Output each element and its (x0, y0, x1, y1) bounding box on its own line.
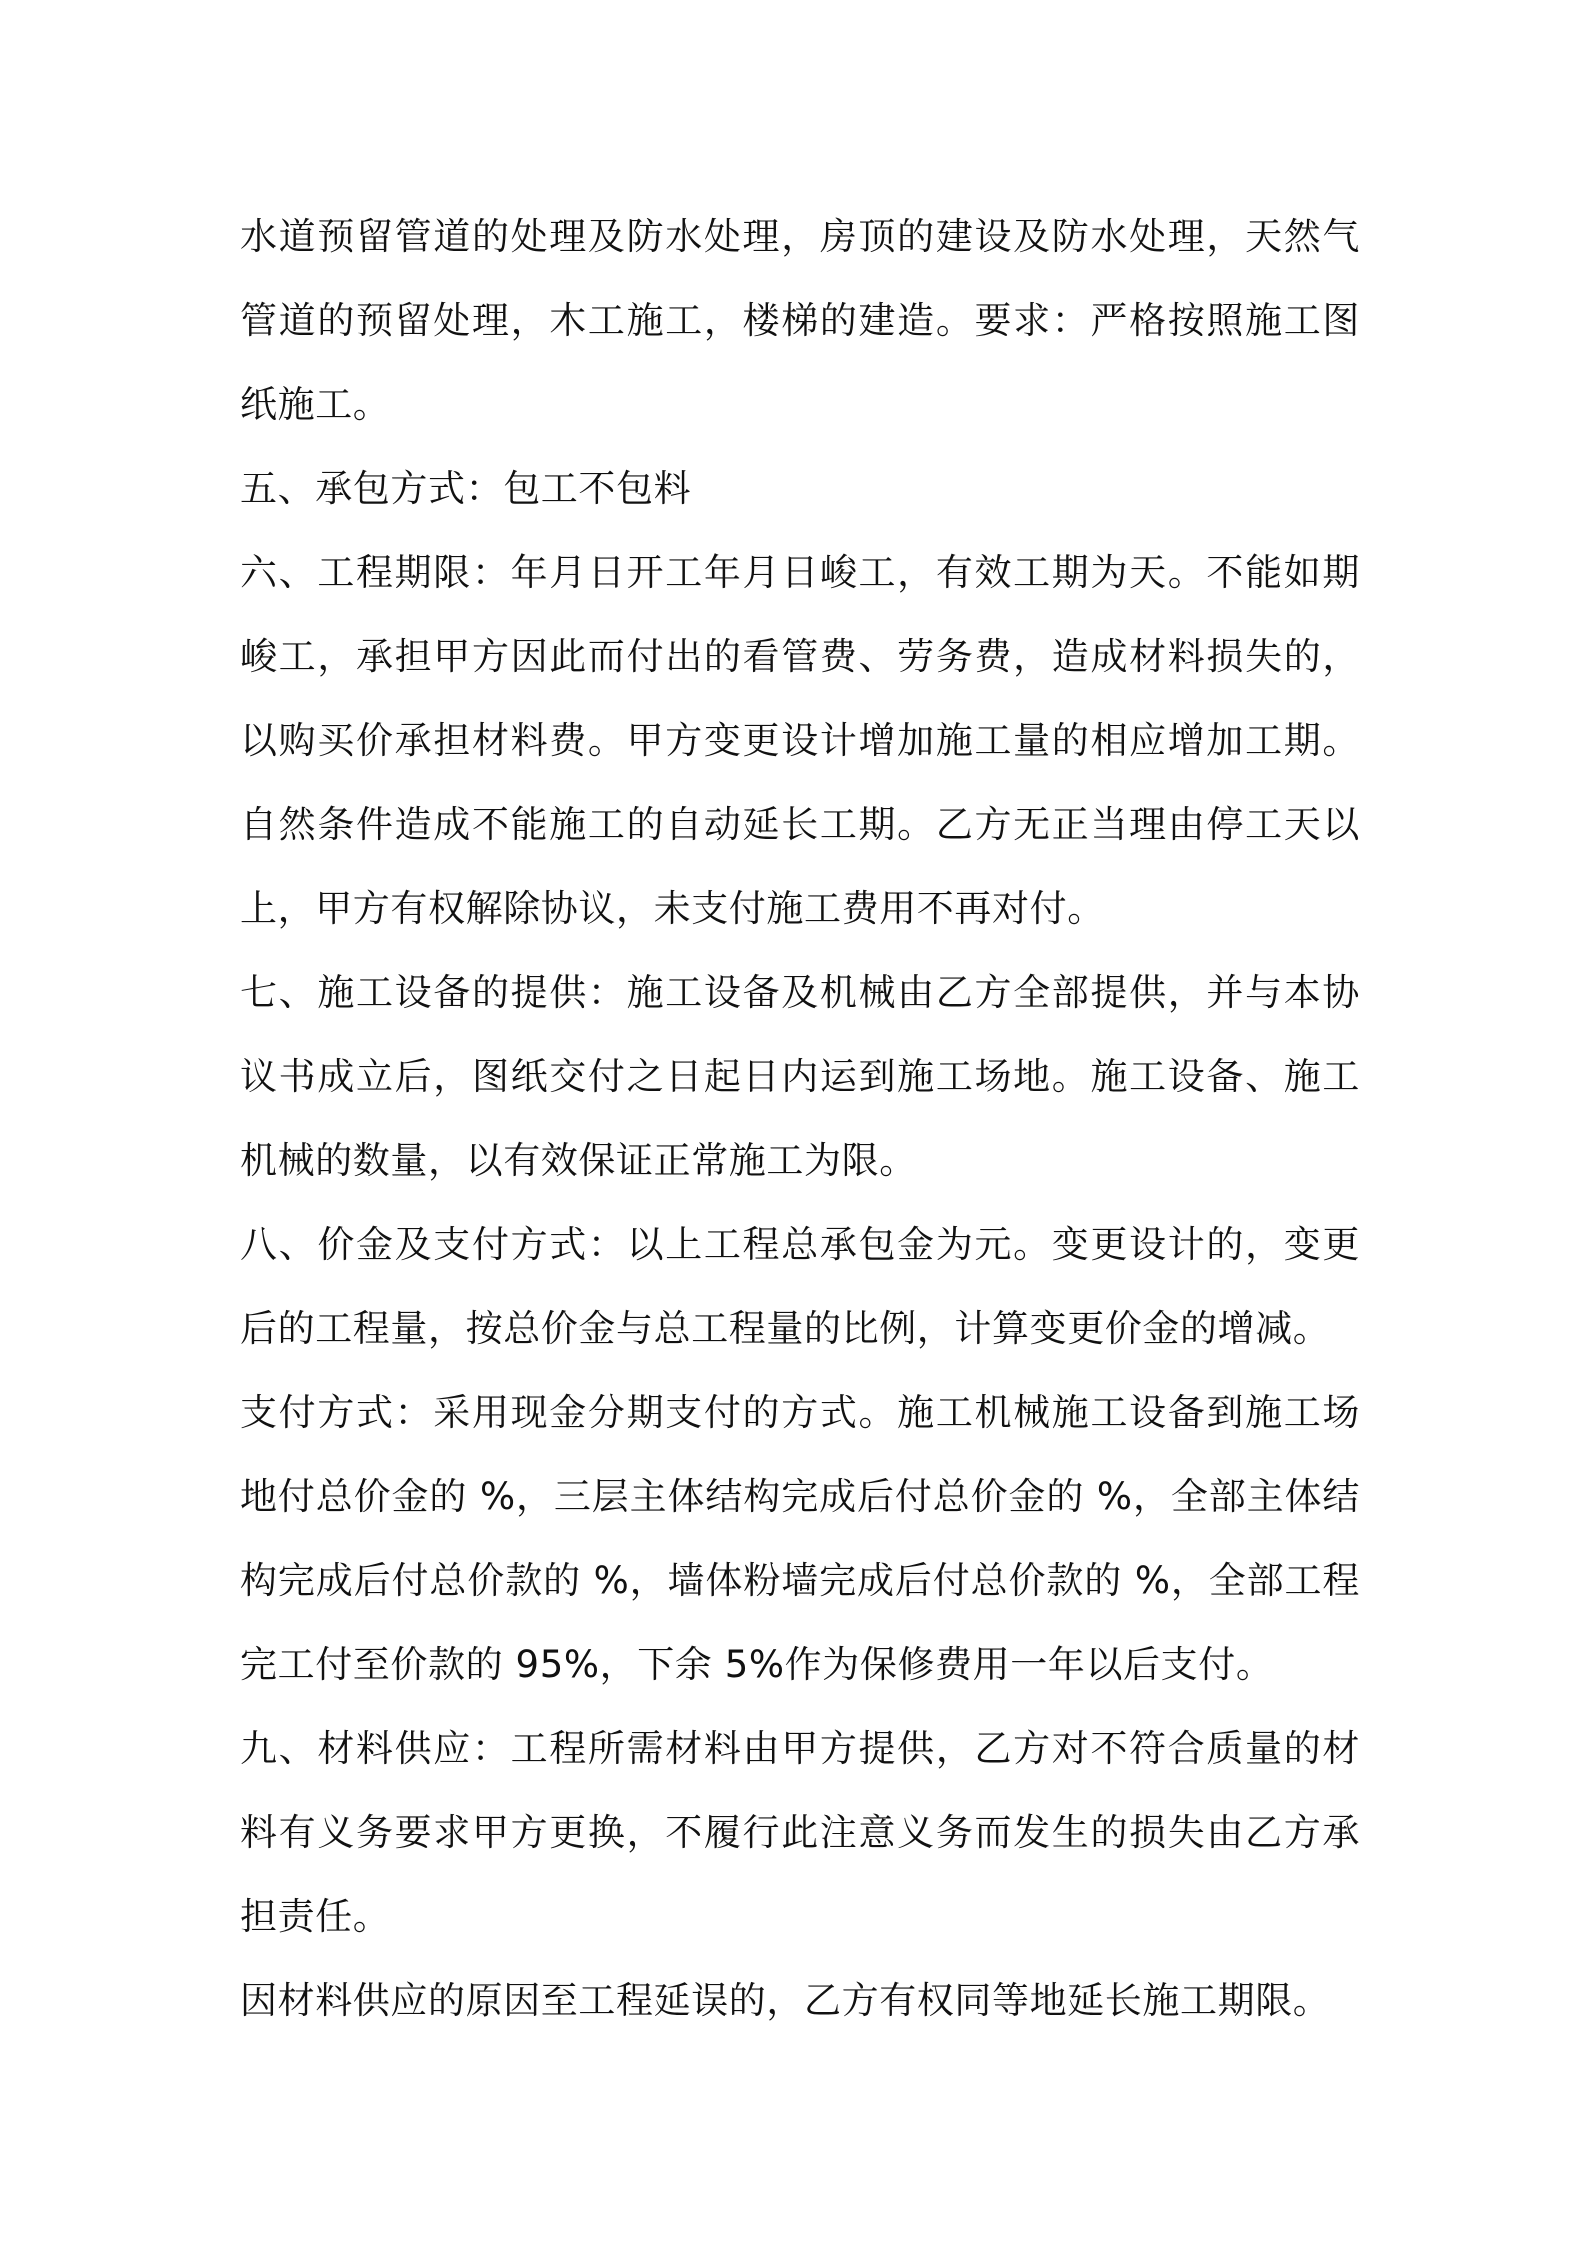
paragraph-project-period: 六、工程期限：年月日开工年月日峻工，有效工期为天。不能如期峻工，承担甲方因此而付出的看管费、劳务费，造成材料损失的，以购买价承担材料费。甲方变更设计增加施工量的相应增加工期。自然条件造成不能施工的自动延长工期。乙方无正当理由停工天以上，甲方有权解除协议，未支付施工费用不再对付。 (240, 551, 1360, 930)
paragraph-equipment-supply: 七、施工设备的提供：施工设备及机械由乙方全部提供，并与本协议书成立后，图纸交付之日起日内运到施工场地。施工设备、施工机械的数量，以有效保证正常施工为限。 (240, 971, 1360, 1182)
paragraph-material-delay: 因材料供应的原因至工程延误的，乙方有权同等地延长施工期限。 (240, 1979, 1331, 2022)
paragraph-material-supply: 九、材料供应：工程所需材料由甲方提供，乙方对不符合质量的材料有义务要求甲方更换，不履行此注意义务而发生的损失由乙方承担责任。 (240, 1727, 1360, 1938)
paragraph-plumbing-scope: 水道预留管道的处理及防水处理，房顶的建设及防水处理，天然气管道的预留处理，木工施工，楼梯的建造。要求：严格按照施工图纸施工。 (240, 215, 1360, 426)
paragraph-contract-method: 五、承包方式：包工不包料 (240, 467, 692, 510)
paragraph-payment-method: 支付方式：采用现金分期支付的方式。施工机械施工设备到施工场地付总价金的 %，三层主体结构完成后付总价金的 %，全部主体结构完成后付总价款的 %，墙体粉墙完成后付总价款的 %，全部工程完工付至价款的 95%，下余 5%作为保修费用一年以后支付。 (240, 1391, 1360, 1686)
document-body (240, 195, 1360, 2043)
paragraph-price-payment: 八、价金及支付方式：以上工程总承包金为元。变更设计的，变更后的工程量，按总价金与总工程量的比例，计算变更价金的增减。 (240, 1223, 1360, 1350)
